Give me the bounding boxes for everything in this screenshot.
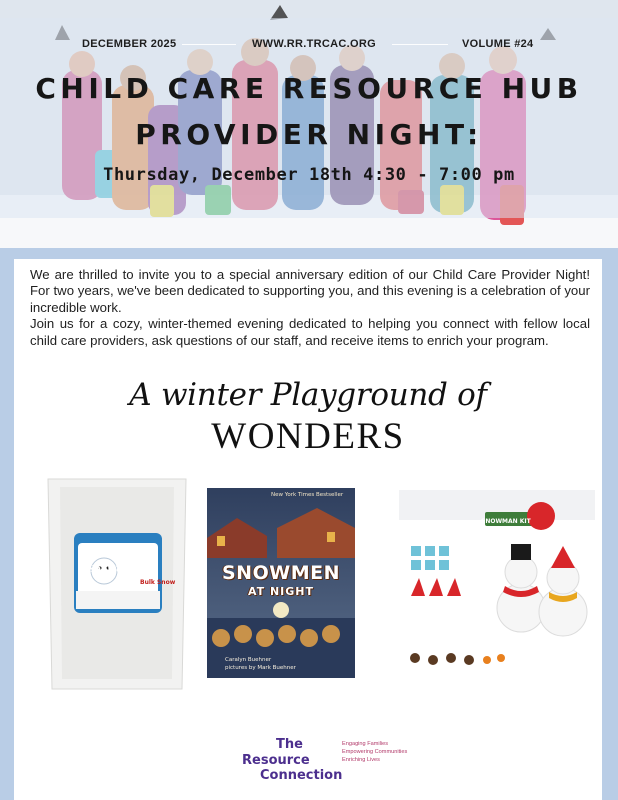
- theme-script-title: A winter Playground of: [129, 377, 487, 413]
- instant-snow-bag-image: [42, 473, 192, 695]
- bag-brand-label: SnoWonder: [88, 565, 146, 575]
- book-title: SNOWMEN: [222, 562, 340, 584]
- logo-word-the: The: [276, 737, 303, 752]
- header-divider: [182, 44, 236, 45]
- book-illustrator: pictures by Mark Buehner: [225, 665, 296, 671]
- bag-product-label: Bulk Snow: [140, 579, 176, 586]
- intro-text: [30, 267, 590, 349]
- newsletter-header: [0, 36, 618, 56]
- issue-date: DECEMBER 2025: [82, 38, 177, 50]
- theme-big-title: WONDERS: [211, 416, 405, 457]
- intro-paragraph: Join us for a cozy, winter-themed evening dedicated to helping you connect with fellow local child care providers, ask questions of our staff, and receive items to enrich your program.: [30, 316, 590, 348]
- snowman-decorating-kit-image: [393, 488, 599, 678]
- hero-banner: [0, 0, 618, 248]
- book-author: Caralyn Buehner: [225, 657, 272, 663]
- kit-product-label: SNOWMAN KIT: [481, 518, 531, 525]
- content-card: [14, 259, 602, 800]
- logo-word-resource: Resource: [242, 753, 310, 768]
- logo-tagline: Engaging Families: [342, 741, 389, 747]
- book-subtitle: AT NIGHT: [247, 585, 315, 598]
- volume-number: VOLUME #24: [462, 38, 534, 50]
- event-title-line1: CHILD CARE RESOURCE HUB: [35, 72, 583, 105]
- event-title-line2: PROVIDER NIGHT:: [135, 118, 483, 151]
- logo-word-connection: Connection: [260, 768, 343, 783]
- intro-paragraph: We are thrilled to invite you to a special anniversary edition of our Child Care Provider Night! For two years, we've been dedicated to supporting you, and this evening is a celebration of your incredible work.: [30, 267, 590, 315]
- event-date-time: Thursday, December 18th 4:30 - 7:00 pm: [103, 165, 515, 185]
- logo-tagline: Enriching Lives: [342, 757, 380, 763]
- snowmen-at-night-book-cover: [207, 488, 355, 678]
- book-credits: [225, 656, 296, 672]
- logo-tagline: Empowering Communities: [342, 749, 408, 755]
- header-divider: [392, 44, 448, 45]
- resource-connection-logo: [242, 737, 408, 785]
- book-bestseller-label: New York Times Bestseller: [271, 492, 344, 498]
- website-link[interactable]: WWW.RR.TRCAC.ORG: [252, 38, 376, 50]
